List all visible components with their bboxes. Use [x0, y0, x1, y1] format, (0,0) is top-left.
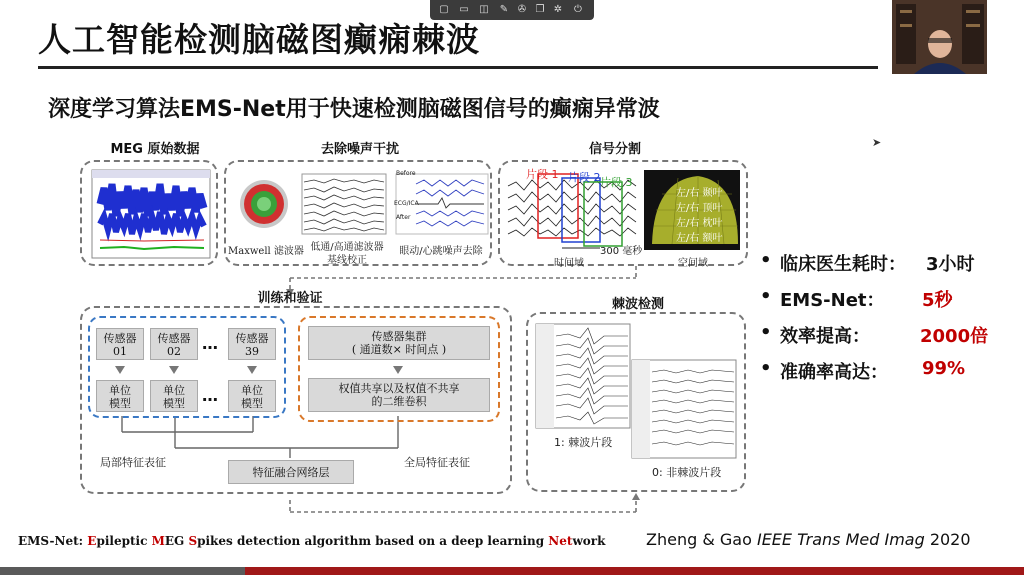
cluster-title: 传感器集群 [371, 330, 427, 343]
spike-box [526, 312, 746, 492]
spike-positive-label: 1: 棘波片段 [554, 436, 613, 449]
cluster-dims: ( 通道数× 时间点 ) [351, 343, 447, 356]
local-feature-label: 局部特征表征 [100, 456, 166, 469]
maxwell-label: Maxwell 滤波器 [228, 246, 304, 257]
segment-3-label: 片段 3 [600, 176, 633, 189]
sensor-ellipsis: … [202, 334, 218, 353]
footer-part: pileptic [96, 534, 152, 548]
brain-label-frontal: 左/右 额叶 [676, 233, 723, 244]
unit-ellipsis: … [202, 386, 218, 405]
settings-icon[interactable]: ✲ [553, 4, 563, 15]
camera-icon[interactable]: ◫ [479, 4, 489, 15]
unit-model-3: 单位 模型 [228, 380, 276, 412]
segment-1-label: 片段 1 [526, 168, 559, 181]
window-icon[interactable]: ▢ [439, 4, 449, 15]
footer-expansion [87, 534, 605, 548]
arrow-icon [393, 366, 403, 374]
pen-icon[interactable]: ✎ [499, 4, 509, 15]
before-tag: Before [396, 170, 416, 177]
footer-part: M [151, 534, 165, 548]
copy-icon[interactable]: ❐ [535, 4, 545, 15]
time-domain-label: 时间域 [554, 258, 584, 269]
sensor-cluster [308, 326, 490, 360]
after-tag: After [396, 214, 411, 221]
sensor-02: 传感器 02 [150, 328, 198, 360]
space-domain-label: 空间域 [678, 258, 708, 269]
footer-part: Net [548, 534, 573, 548]
denoise-label: 去除噪声干扰 [320, 142, 399, 157]
global-feature-label: 全局特征表征 [404, 456, 470, 469]
folder-icon[interactable]: ▭ [459, 4, 469, 15]
conv-block [308, 378, 490, 412]
spike-negative-label: 0: 非棘波片段 [652, 466, 722, 479]
filter-label-1: 低通/高通滤波器 [310, 242, 384, 253]
footer-part: work [572, 534, 606, 548]
footer-part: E [87, 534, 97, 548]
footer-acronym: EMS-Net: Epileptic MEG Spikes detection algorithm based on a deep learning Network [18, 534, 606, 548]
conv-line-1: 权值共享以及权值不共享 [338, 382, 460, 395]
fusion-layer: 特征融合网络层 [228, 460, 354, 484]
footer-part: pikes detection algorithm based on a deep learning [197, 534, 549, 548]
ecg-tag: ECG/ICA [394, 200, 419, 207]
tools-icon[interactable]: ✇ [517, 4, 527, 15]
arrow-icon [115, 366, 125, 374]
citation: Zheng & Gao IEEE Trans Med Imag 2020 [646, 530, 971, 549]
conv-line-2: 的二维卷积 [371, 395, 427, 408]
slide-subtitle: 深度学习算法EMS-Net用于快速检测脑磁图信号的癫痫异常波 [48, 97, 660, 122]
unit-model-1: 单位 模型 [96, 380, 144, 412]
filter-label-2: 基线校正 [327, 255, 367, 266]
footer-part: S [188, 534, 198, 548]
segment-label: 信号分割 [588, 142, 641, 157]
segment-2-label: 片段 2 [568, 171, 601, 184]
eog-label: 眼动/心跳噪声去除 [399, 246, 483, 257]
sensor-39: 传感器 39 [228, 328, 276, 360]
pointer-cursor-icon: ➤ [872, 136, 882, 149]
unit-model-2: 单位 模型 [150, 380, 198, 412]
bottom-gray-bar [0, 567, 245, 575]
brain-label-occipital: 左/右 枕叶 [676, 218, 723, 229]
sensor-01: 传感器 01 [96, 328, 144, 360]
arrow-icon [169, 366, 179, 374]
footer-part: EG [164, 534, 189, 548]
duration-label: 300 毫秒 [600, 246, 643, 257]
power-icon[interactable]: ⏻ [574, 4, 582, 15]
meg-raw-label: MEG 原始数据 [110, 142, 200, 157]
brain-label-parietal: 左/右 顶叶 [676, 203, 723, 214]
slide-title: 人工智能检测脑磁图癫痫棘波 [38, 20, 480, 59]
train-label: 训练和验证 [257, 291, 323, 306]
brain-label-temporal: 左/右 颞叶 [676, 188, 723, 199]
spike-label: 棘波检测 [611, 297, 664, 312]
arrow-icon [247, 366, 257, 374]
